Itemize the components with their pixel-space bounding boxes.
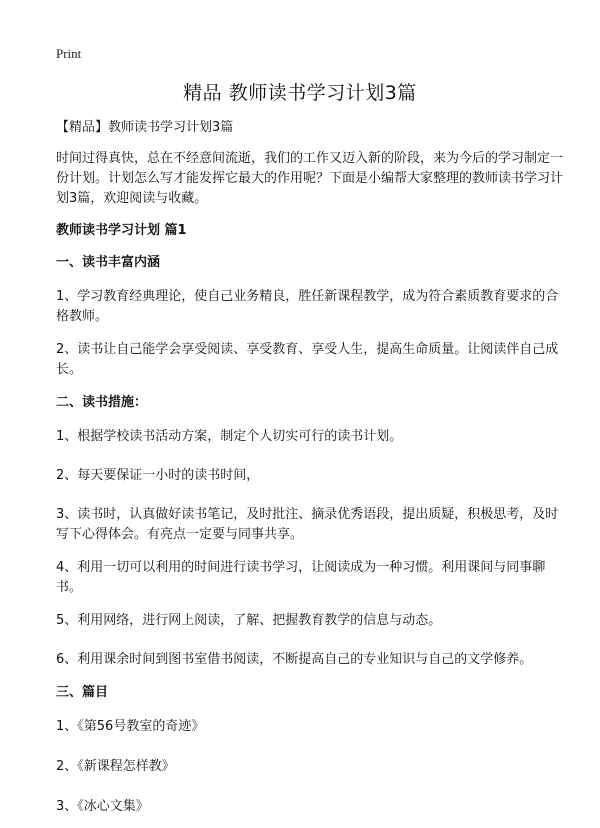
part1-heading: 一、读书丰富内涵 [56,255,161,270]
part2-item: 1、根据学校读书活动方案，制定个人切实可行的读书计划。 [56,429,403,444]
part2-item: 5、利用网络，进行网上阅读，了解、把握教育教学的信息与动态。 [56,613,442,628]
document-title: 精品 教师读书学习计划3篇 [183,82,417,104]
part1-item: 2、读书让自己能学会享受阅读、享受教育、享受人生，提高生命质量。让阅读伴自己成长。 [56,342,559,377]
part1-item: 1、学习教育经典理论，使自己业务精良，胜任新课程教学，成为符合素质教育要求的合格教师。 [56,289,559,324]
part2-heading: 二、读书措施： [56,395,148,410]
part2-item: 6、利用课余时间到图书室借书阅读，不断提高自己的专业知识与自己的文学修养。 [56,652,533,667]
part3-heading: 三、篇目 [56,685,109,700]
part3-item: 1、《第56号教室的奇迹》 [56,719,205,734]
intro-paragraph: 时间过得真快，总在不经意间流逝，我们的工作又迈入新的阶段，来为今后的学习制定一份计划。计划怎么写才能发挥它最大的作用呢？下面是小编帮大家整理的教师读书学习计划3篇，欢迎阅读与收藏。 [56,151,564,206]
part3-item: 2、《新课程怎样教》 [56,759,175,774]
document-body [56,118,566,828]
section-title: 教师读书学习计划 篇1 [56,223,187,238]
document-subtitle: 【精品】教师读书学习计划3篇 [56,120,234,135]
print-link[interactable]: Print [56,46,82,61]
part3-item: 3、《冰心文集》 [56,799,149,814]
part2-item: 4、利用一切可以利用的时间进行读书学习，让阅读成为一种习惯。利用课间与同事聊书。 [56,560,546,595]
part2-item: 2、每天要保证一小时的读书时间， [56,468,260,483]
part2-item: 3、读书时，认真做好读书笔记，及时批注、摘录优秀语段，提出质疑，积极思考，及时写下心得体会。有亮点一定要与同事共享。 [56,507,559,542]
